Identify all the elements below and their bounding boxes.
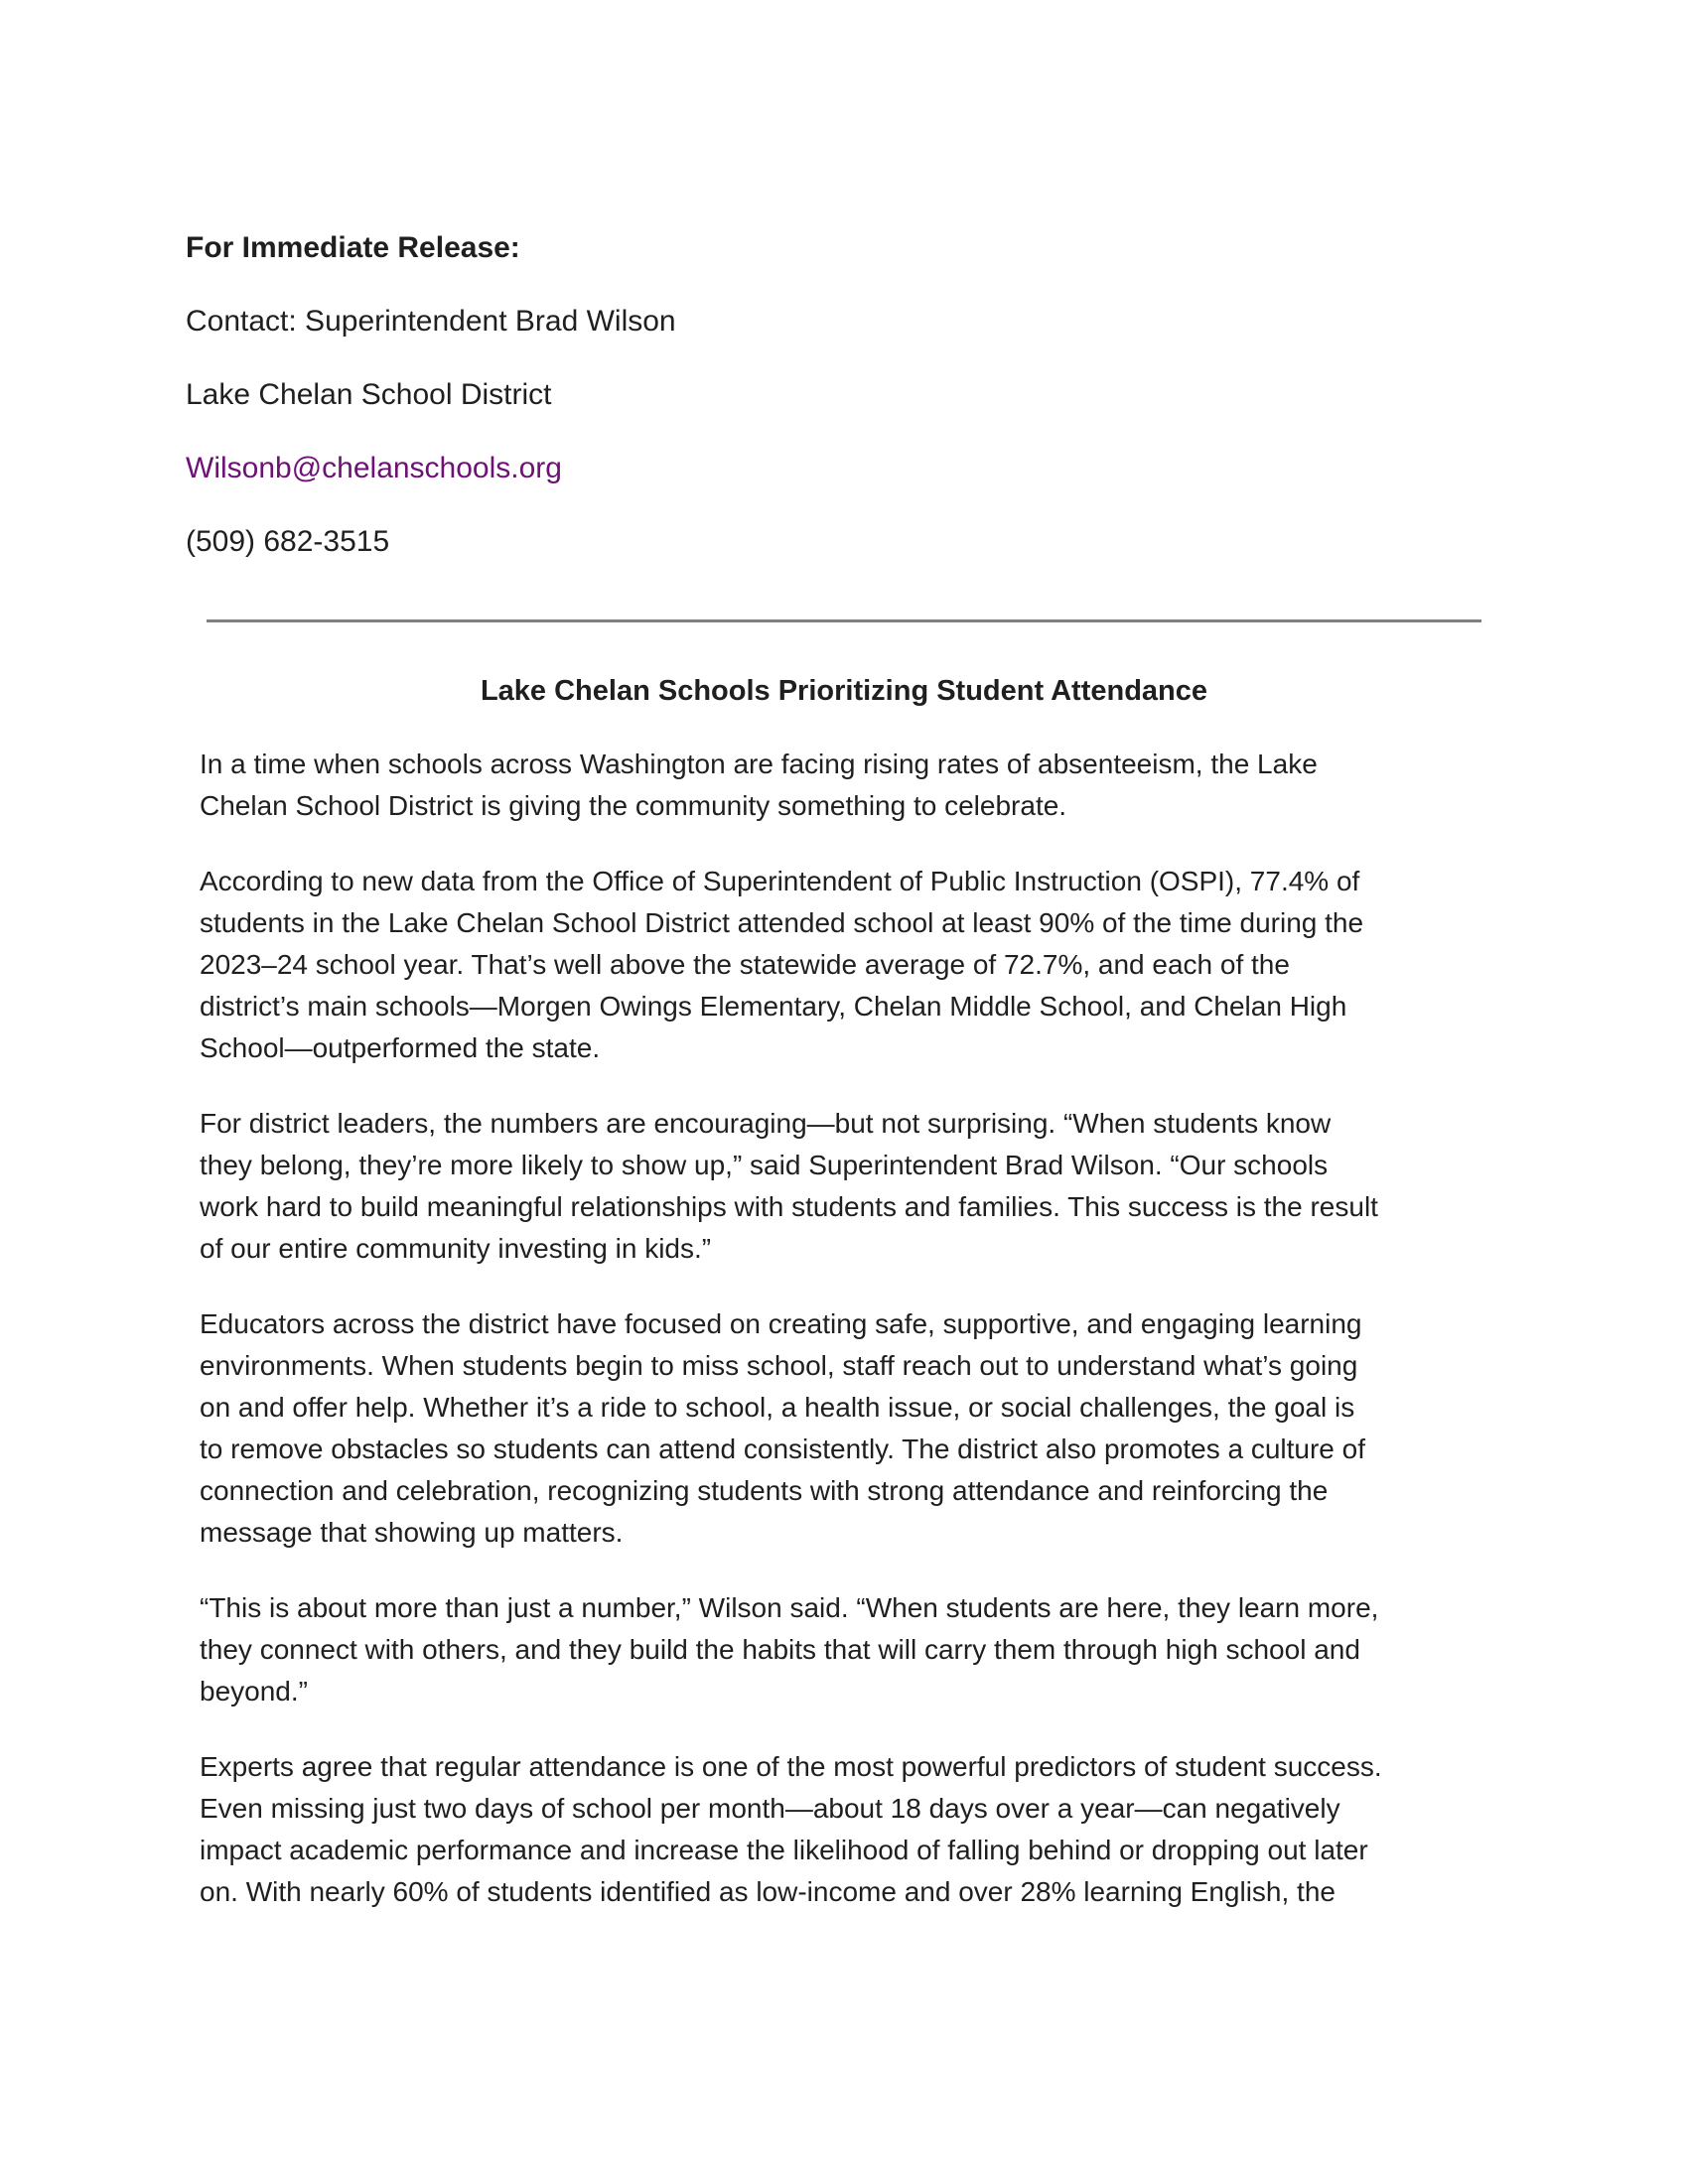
text-line: message that showing up matters. bbox=[200, 1517, 624, 1548]
organization-line: Lake Chelan School District bbox=[186, 378, 552, 411]
text-line: to remove obstacles so students can attend consistently. The district also promotes a culture of bbox=[200, 1433, 1366, 1464]
text-line: Experts agree that regular attendance is one of the most powerful predictors of student success. bbox=[200, 1751, 1382, 1782]
text-line: According to new data from the Office of Superintendent of Public Instruction (OSPI), 77.4% of bbox=[200, 866, 1360, 896]
paragraph bbox=[200, 1103, 1510, 1270]
text-line: on. With nearly 60% of students identified as low-income and over 28% learning English, the bbox=[200, 1876, 1336, 1907]
text-line: connection and celebration, recognizing students with strong attendance and reinforcing the bbox=[200, 1475, 1329, 1506]
text-line: For district leaders, the numbers are encouraging—but not surprising. “When students know bbox=[200, 1108, 1332, 1139]
contact-line: Contact: Superintendent Brad Wilson bbox=[186, 305, 676, 338]
release-label: For Immediate Release: bbox=[186, 231, 520, 264]
text-line: Even missing just two days of school per month—about 18 days over a year—can negatively bbox=[200, 1793, 1340, 1824]
email-link[interactable]: Wilsonb@chelanschools.org bbox=[186, 452, 562, 484]
text-line: “This is about more than just a number,” Wilson said. “When students are here, they learn more, bbox=[200, 1592, 1379, 1623]
paragraph bbox=[200, 1587, 1510, 1712]
text-line: School—outperformed the state. bbox=[200, 1032, 601, 1063]
text-line: beyond.” bbox=[200, 1676, 308, 1706]
text-line: environments. When students begin to miss school, staff reach out to understand what’s going bbox=[200, 1350, 1358, 1381]
text-line: students in the Lake Chelan School District attended school at least 90% of the time during the bbox=[200, 907, 1364, 938]
paragraph bbox=[200, 1303, 1510, 1554]
article-body bbox=[200, 744, 1510, 1947]
text-line: impact academic performance and increase the likelihood of falling behind or dropping out later bbox=[200, 1835, 1368, 1865]
paragraph bbox=[200, 861, 1510, 1069]
release-header bbox=[186, 211, 676, 579]
text-line: of our entire community investing in kids.” bbox=[200, 1233, 712, 1264]
text-line: 2023–24 school year. That’s well above the statewide average of 72.7%, and each of the bbox=[200, 949, 1290, 980]
text-line: they connect with others, and they build the habits that will carry them through high school and bbox=[200, 1634, 1360, 1665]
text-line: they belong, they’re more likely to show up,” said Superintendent Brad Wilson. “Our schools bbox=[200, 1150, 1329, 1180]
text-line: Chelan School District is giving the community something to celebrate. bbox=[200, 790, 1067, 821]
headline: Lake Chelan Schools Prioritizing Student Attendance bbox=[480, 675, 1208, 707]
paragraph bbox=[200, 1746, 1510, 1913]
text-line: work hard to build meaningful relationships with students and families. This success is the result bbox=[200, 1191, 1378, 1222]
phone-line: (509) 682-3515 bbox=[186, 525, 390, 558]
text-line: district’s main schools—Morgen Owings Elementary, Chelan Middle School, and Chelan High bbox=[200, 991, 1347, 1022]
text-line: In a time when schools across Washington are facing rising rates of absenteeism, the Lake bbox=[200, 749, 1318, 779]
text-line: Educators across the district have focused on creating safe, supportive, and engaging learning bbox=[200, 1308, 1362, 1339]
text-line: on and offer help. Whether it’s a ride to school, a health issue, or social challenges, the goal is bbox=[200, 1392, 1355, 1423]
paragraph bbox=[200, 744, 1510, 827]
horizontal-divider bbox=[207, 619, 1481, 622]
